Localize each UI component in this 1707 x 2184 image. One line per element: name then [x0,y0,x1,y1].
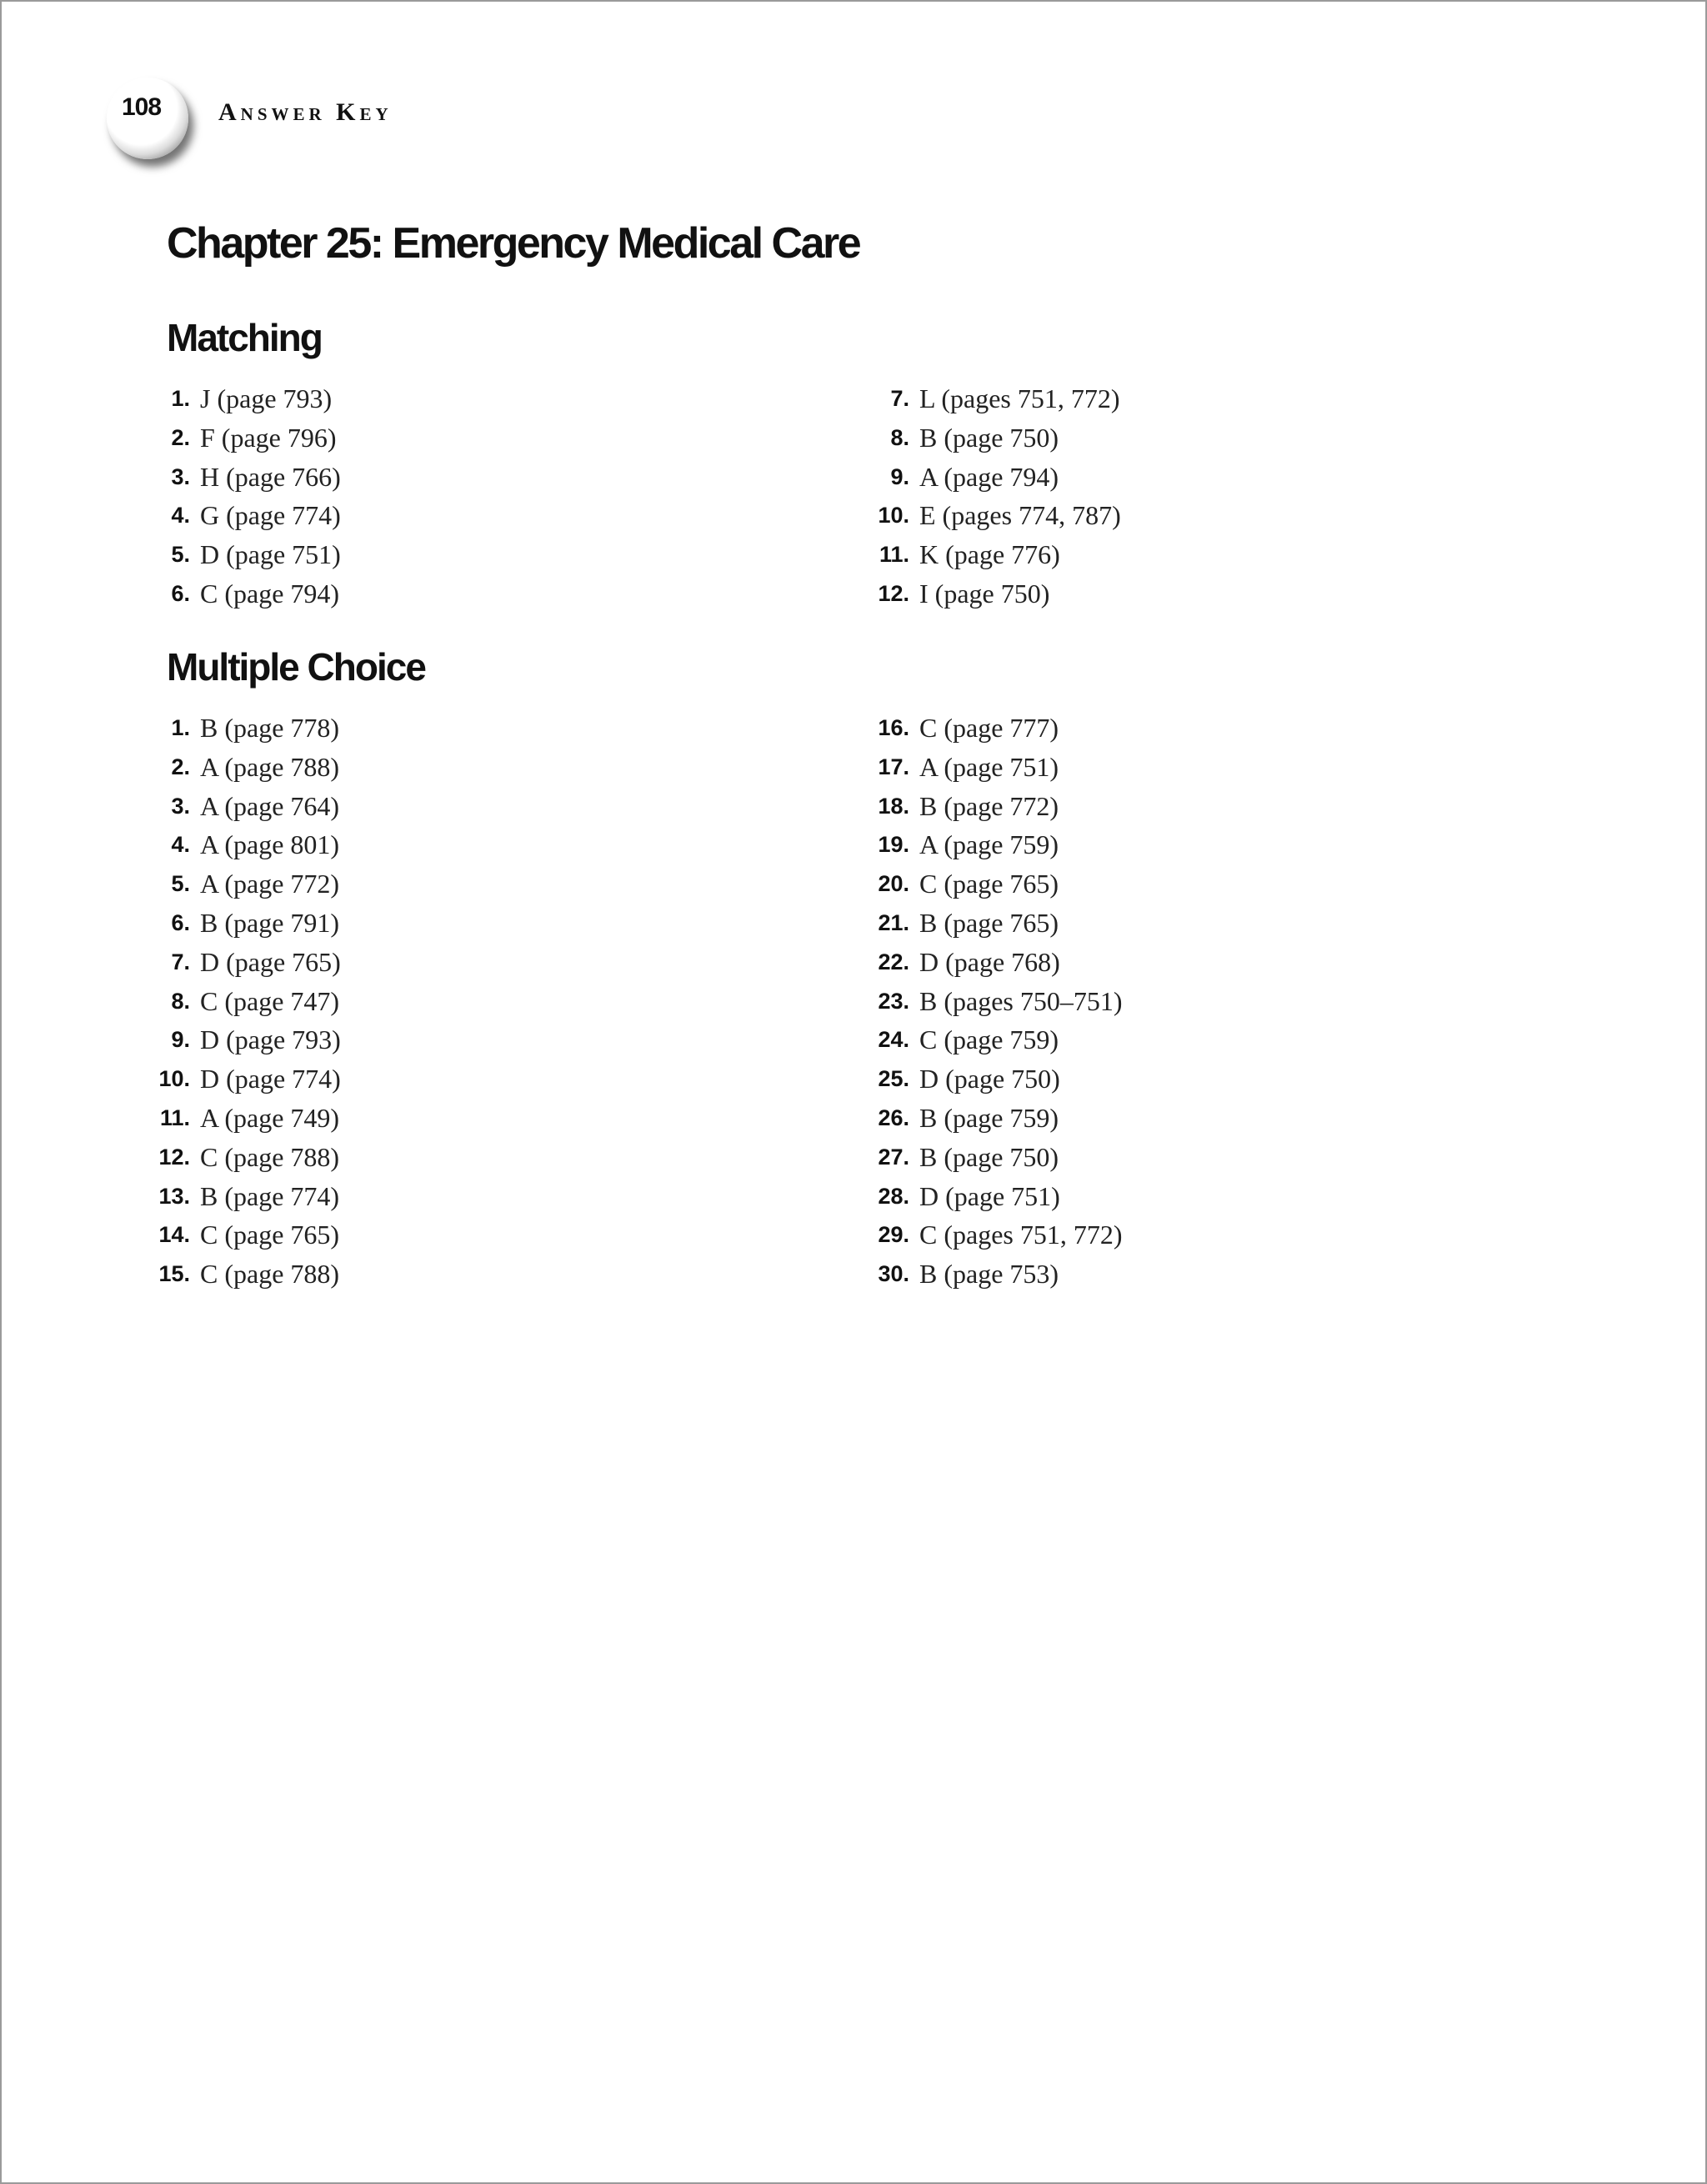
answer-number: 16. [878,715,909,740]
answer-text: A (page 772) [200,869,340,899]
answer-text: H (page 766) [200,461,341,492]
answer-item [133,458,341,497]
answer-text: A (page 788) [200,751,340,782]
answer-item [853,1099,1123,1138]
page-number: 108 [122,93,162,121]
answer-item [853,787,1123,826]
answer-text: B (page 759) [919,1102,1059,1133]
answer-number: 15. [158,1261,190,1287]
answer-item [853,535,1121,574]
answer-number: 5. [171,542,190,568]
chapter-title: Chapter 25: Emergency Medical Care [167,219,860,268]
answer-item [133,864,341,904]
answer-number: 11. [879,542,909,568]
answer-item [853,418,1121,458]
answer-item [133,709,341,748]
running-head: Answer Key [218,98,393,126]
answer-number: 21. [878,909,909,935]
answer-text: A (page 801) [200,829,340,860]
answer-text: F (page 796) [200,422,337,453]
answer-number: 18. [878,793,909,819]
answer-text: D (page 774) [200,1064,341,1095]
answer-number: 4. [171,503,190,528]
answer-item [853,982,1123,1021]
answer-text: C (page 794) [200,578,340,609]
answer-text: A (page 764) [200,790,340,821]
answer-item [853,379,1121,418]
answer-item [133,1215,341,1255]
answer-text: C (page 788) [200,1259,340,1290]
answer-number: 24. [878,1027,909,1053]
answer-text: C (pages 751, 772) [919,1220,1123,1250]
answer-item [853,864,1123,904]
answer-text: C (page 765) [200,1220,340,1250]
answer-text: A (page 759) [919,829,1059,860]
answer-text: J (page 793) [200,383,333,413]
answer-number: 20. [878,871,909,897]
answer-text: D (page 750) [919,1064,1060,1095]
answer-item [133,982,341,1021]
answer-number: 6. [171,909,190,935]
answer-number: 19. [878,832,909,858]
answer-item [133,379,341,418]
answer-number: 5. [171,871,190,897]
answer-number: 12. [158,1144,190,1170]
matching-answers-left [133,379,341,614]
answer-item [853,1215,1123,1255]
answer-text: A (page 794) [919,461,1059,492]
section-title-matching: Matching [167,316,322,359]
answer-item [133,574,341,614]
answer-number: 30. [878,1261,909,1287]
answer-text: D (page 751) [200,539,341,570]
answer-text: B (page 791) [200,907,340,938]
answer-number: 13. [158,1183,190,1209]
answer-item [853,904,1123,943]
answer-number: 7. [171,949,190,974]
answer-text: E (pages 774, 787) [919,500,1121,531]
answer-text: D (page 765) [200,946,341,977]
answer-item [853,1020,1123,1059]
answer-text: D (page 751) [919,1180,1060,1211]
answer-item [853,748,1123,787]
answer-text: D (page 793) [200,1024,341,1055]
answer-number: 2. [171,754,190,779]
answer-number: 4. [171,832,190,858]
answer-text: D (page 768) [919,946,1060,977]
answer-number: 9. [890,463,909,489]
answer-number: 7. [890,386,909,411]
answer-text: C (page 777) [919,713,1059,743]
multiple-choice-answers-right [853,709,1123,1294]
answer-number: 23. [878,988,909,1014]
answer-item [133,1138,341,1177]
answer-text: B (page 774) [200,1180,340,1211]
answer-item [133,904,341,943]
answer-item [853,1177,1123,1216]
answer-number: 29. [878,1222,909,1248]
answer-item [133,787,341,826]
answer-text: C (page 747) [200,985,340,1016]
answer-number: 3. [171,463,190,489]
answer-text: B (page 753) [919,1259,1059,1290]
answer-text: L (pages 751, 772) [919,383,1120,413]
answer-item [133,1177,341,1216]
answer-item [853,1138,1123,1177]
answer-item [853,574,1121,614]
answer-number: 9. [171,1027,190,1053]
answer-number: 27. [878,1144,909,1170]
answer-item [853,1255,1123,1294]
answer-number: 3. [171,793,190,819]
answer-text: B (page 778) [200,713,340,743]
answer-item [853,496,1121,535]
answer-item [133,748,341,787]
answer-number: 12. [878,580,909,606]
answer-item [133,496,341,535]
answer-text: I (page 750) [919,578,1050,609]
answer-number: 10. [158,1066,190,1092]
answer-text: K (page 776) [919,539,1060,570]
answer-item [133,418,341,458]
answer-item [133,1020,341,1059]
answer-number: 22. [878,949,909,974]
answer-text: A (page 749) [200,1102,340,1133]
answer-item [133,825,341,864]
answer-text: B (page 772) [919,790,1059,821]
answer-number: 28. [878,1183,909,1209]
answer-item [133,1255,341,1294]
answer-item [853,458,1121,497]
answer-text: B (page 750) [919,422,1059,453]
answer-number: 6. [171,580,190,606]
multiple-choice-answers-left [133,709,341,1294]
answer-number: 25. [878,1066,909,1092]
answer-item [133,535,341,574]
section-title-multiple-choice: Multiple Choice [167,645,425,689]
answer-text: G (page 774) [200,500,341,531]
answer-item [133,1059,341,1099]
answer-item [853,825,1123,864]
answer-number: 2. [171,424,190,450]
answer-item [133,1099,341,1138]
answer-item [853,709,1123,748]
answer-item [853,943,1123,982]
answer-number: 1. [171,386,190,411]
answer-text: A (page 751) [919,751,1059,782]
answer-number: 26. [878,1105,909,1130]
answer-text: C (page 759) [919,1024,1059,1055]
answer-number: 14. [158,1222,190,1248]
answer-number: 17. [878,754,909,779]
answer-number: 8. [890,424,909,450]
answer-text: B (pages 750–751) [919,985,1123,1016]
answer-text: C (page 765) [919,869,1059,899]
answer-number: 8. [171,988,190,1014]
answer-text: B (page 750) [919,1141,1059,1172]
answer-number: 10. [878,503,909,528]
answer-text: B (page 765) [919,907,1059,938]
answer-item [133,943,341,982]
answer-number: 11. [159,1105,190,1130]
answer-text: C (page 788) [200,1141,340,1172]
answer-item [853,1059,1123,1099]
matching-answers-right [853,379,1121,614]
answer-number: 1. [171,715,190,740]
